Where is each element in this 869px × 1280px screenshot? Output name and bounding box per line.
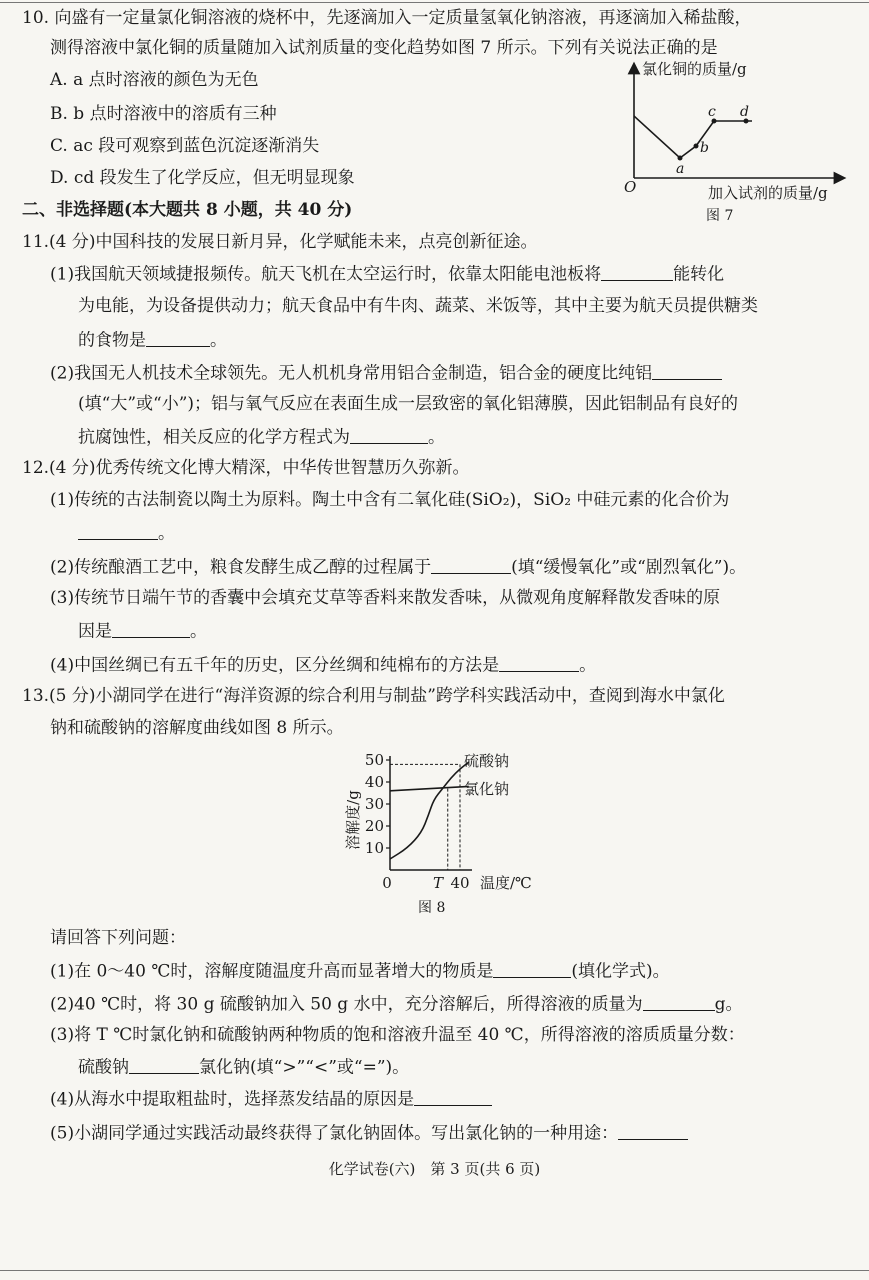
q12-part4 [50, 654, 596, 676]
q12-stem: 12.(4 分)优秀传统文化博大精深，中华传世智慧历久弥新。 [22, 458, 470, 478]
q13-part4 [50, 1088, 492, 1110]
fig8-y-label: 溶解度/g [344, 790, 362, 850]
q10-option-a: A. a 点时溶液的颜色为无色 [50, 70, 259, 90]
q10-option-c: C. ac 段可观察到蓝色沉淀逐渐消失 [50, 136, 320, 156]
q12-part3-line1: (3)传统节日端午节的香囊中会填充艾草等香料来散发香味，从微观角度解释散发香味的原 [50, 588, 721, 608]
q13-part5-text: (5)小湖同学通过实践活动最终获得了氯化钠固体。写出氯化钠的一种用途： [50, 1123, 619, 1144]
figure-7 [618, 60, 858, 230]
q11-part1-text-b: 能转化 [673, 264, 725, 285]
top-rule [0, 2, 869, 3]
page-footer: 化学试卷(六) 第 3 页(共 6 页) [328, 1160, 541, 1178]
q13-part1-text-b: (填化学式)。 [571, 961, 670, 982]
q13-blank-1[interactable] [493, 960, 571, 978]
q11-part1-text-d: 。 [210, 330, 227, 351]
q12-part4-text-a: (4)中国丝绸已有五千年的历史，区分丝绸和纯棉布的方法是 [50, 655, 500, 676]
q12-part4-text-b: 。 [579, 655, 597, 676]
q13-part2 [50, 993, 742, 1015]
fig8-x-tick-0: 0 [382, 874, 392, 892]
fig8-y-tick-label-2: 30 [364, 795, 384, 813]
fig8-x-tick-40: 40 [450, 874, 470, 892]
q13-part3-line1: (3)将 T ℃时氯化钠和硫酸钠两种物质的饱和溶液升温至 40 ℃，所得溶液的溶质质量分数： [50, 1025, 745, 1045]
bottom-rule [0, 1270, 869, 1271]
q13-blank-5[interactable] [618, 1122, 688, 1140]
q12-part1-line2 [78, 522, 175, 544]
q12-part1-line1: (1)传统的古法制瓷以陶土为原料。陶土中含有二氧化硅(SiO₂)，SiO₂ 中硅元素的化合价为 [50, 490, 730, 510]
q11-part2-text-a: (2)我国无人机技术全球领先。无人机机身常用铝合金制造，铝合金的硬度比纯铝 [50, 363, 653, 384]
q10-stem-line1: 10. 向盛有一定量氯化铜溶液的烧杯中，先逐滴加入一定质量氢氧化钠溶液，再逐滴加入稀盐酸， [22, 8, 752, 28]
q13-part3-text-b: 氯化钠(填“>”“<”或“=”)。 [199, 1057, 410, 1078]
fig7-label-a: a [676, 161, 685, 177]
q12-part2 [50, 556, 746, 578]
q12-part2-text-a: (2)传统酿酒工艺中，粮食发酵生成乙醇的过程属于 [50, 557, 432, 578]
q13-part1-text-a: (1)在 0～40 ℃时，溶解度随温度升高而显著增大的物质是 [50, 961, 494, 982]
fig7-label-c: c [708, 104, 716, 120]
q11-stem: 11.(4 分)中国科技的发展日新月异，化学赋能未来，点亮创新征途。 [22, 232, 538, 252]
q13-prompt: 请回答下列问题： [50, 928, 186, 948]
q13-part3-line2 [78, 1056, 409, 1078]
q12-part1-text-b: 。 [158, 523, 175, 544]
fig8-y-tick-label-4: 50 [364, 751, 384, 769]
q11-blank-2[interactable] [146, 329, 210, 347]
q13-part2-text-b: g。 [714, 994, 743, 1015]
q13-blank-4[interactable] [414, 1088, 492, 1106]
fig7-y-label: 氯化铜的质量/g [642, 60, 747, 78]
q11-part2-line2: (填“大”或“小”)；铝与氧气反应在表面生成一层致密的氧化铝薄膜，因此铝制品有良好的 [78, 394, 739, 414]
q10-option-b: B. b 点时溶液中的溶质有三种 [50, 104, 277, 124]
fig8-y-tick-label-3: 40 [364, 773, 384, 791]
q13-stem-line2: 钠和硫酸钠的溶解度曲线如图 8 所示。 [50, 718, 344, 738]
fig7-point-b [694, 144, 699, 149]
fig8-y-tick-label-0: 10 [364, 839, 384, 857]
fig7-x-label: 加入试剂的质量/g [708, 184, 828, 202]
q11-part1-text-a: (1)我国航天领域捷报频传。航天飞机在太空运行时，依靠太阳能电池板将 [50, 264, 602, 285]
q13-part3-text-a: 硫酸钠 [78, 1057, 129, 1078]
fig8-legend-nacl: 氯化钠 [464, 780, 510, 798]
fig7-point-a [678, 156, 683, 161]
q11-part2-text-c: 。 [428, 427, 445, 448]
q12-blank-3[interactable] [112, 620, 190, 638]
fig8-series-line-0 [390, 762, 469, 859]
q13-part1 [50, 960, 670, 982]
q11-part2-line3 [78, 426, 445, 448]
fig8-caption: 图 8 [418, 900, 446, 916]
section-2-heading: 二、非选择题(本大题共 8 小题，共 40 分) [22, 200, 353, 220]
fig7-label-d: d [740, 104, 749, 120]
q11-part2-line1 [50, 362, 722, 384]
q10-option-d: D. cd 段发生了化学反应，但无明显现象 [50, 168, 355, 188]
q13-part5 [50, 1122, 688, 1144]
q12-blank-2[interactable] [431, 556, 511, 574]
fig7-curve [634, 116, 752, 158]
fig8-x-tick-T: T [432, 874, 444, 892]
q12-part3-text-a: 因是 [78, 621, 112, 642]
fig7-origin: O [624, 178, 637, 196]
q11-part2-text-b: 抗腐蚀性，相关反应的化学方程式为 [78, 427, 350, 448]
q13-part2-text-a: (2)40 ℃时，将 30 g 硫酸钠加入 50 g 水中，充分溶解后，所得溶液的质量为 [50, 994, 643, 1015]
q12-part3-line2 [78, 620, 207, 642]
q11-blank-1[interactable] [601, 263, 673, 281]
q13-stem-line1: 13.(5 分)小湖同学在进行“海洋资源的综合利用与制盐”跨学科实践活动中，查阅到海水中氯化 [22, 686, 725, 706]
q13-blank-3[interactable] [129, 1056, 199, 1074]
q12-blank-4[interactable] [499, 654, 579, 672]
fig8-legend-na2so4: 硫酸钠 [464, 752, 510, 770]
figure-8-chart [340, 748, 560, 918]
q11-part1-line1 [50, 263, 724, 285]
q11-part1-line3 [78, 329, 227, 351]
q11-part1-line2: 为电能，为设备提供动力；航天食品中有牛肉、蔬菜、米饭等，其中主要为航天员提供糖类 [78, 296, 758, 316]
q11-blank-3[interactable] [652, 362, 722, 380]
q11-blank-4[interactable] [350, 426, 428, 444]
fig7-caption: 图 7 [706, 208, 734, 224]
fig8-series-line-1 [390, 786, 469, 790]
q10-stem-line2: 测得溶液中氯化铜的质量随加入试剂质量的变化趋势如图 7 所示。下列有关说法正确的是 [50, 38, 718, 58]
fig8-x-label: 温度/℃ [480, 874, 532, 892]
q12-part2-text-b: (填“缓慢氧化”或“剧烈氧化”)。 [511, 557, 747, 578]
q12-blank-1[interactable] [78, 522, 158, 540]
fig7-label-b: b [700, 140, 709, 156]
q12-part3-text-b: 。 [190, 621, 207, 642]
fig8-y-tick-label-1: 20 [364, 817, 384, 835]
q13-blank-2[interactable] [643, 993, 715, 1011]
q11-part1-text-c: 的食物是 [78, 330, 146, 351]
q13-part4-text: (4)从海水中提取粗盐时，选择蒸发结晶的原因是 [50, 1089, 415, 1110]
